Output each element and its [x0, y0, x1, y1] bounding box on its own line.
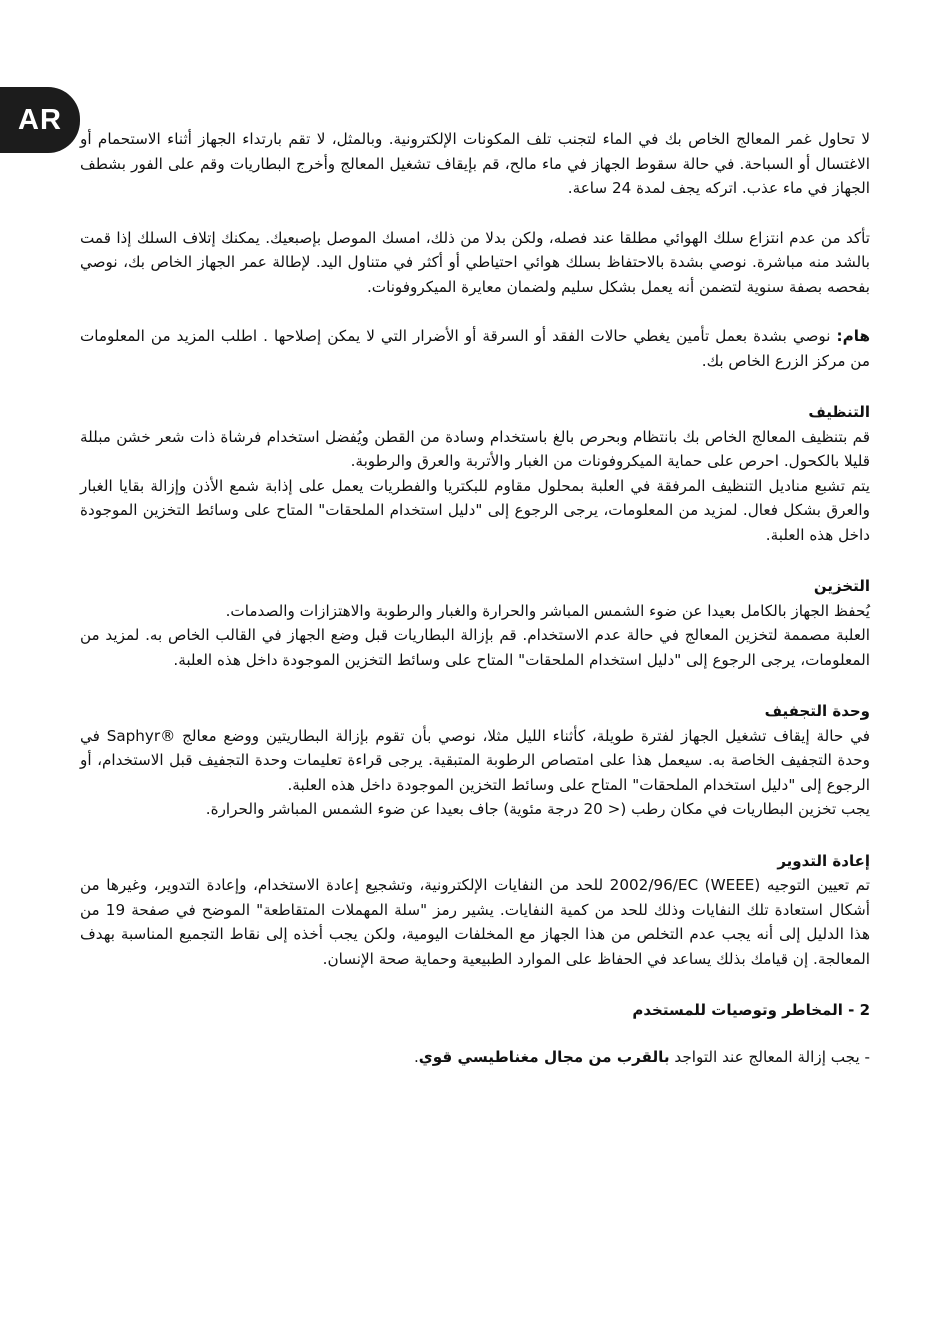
section-heading-recycling: إعادة التدوير — [777, 851, 870, 870]
drying-paragraph-1: في حالة إيقاف تشغيل الجهاز لفترة طويلة، كأثناء الليل مثلا، نوصي بأن تقوم بإزالة البطاريتين ووضع معالج ®Saphyr في وحدة التجفيف الخاصة به. سيعمل هذا على امتصاص الرطوبة المتبقية. يرجى قراءة تعليمات وحدة التجفيف قبل الاستخدام، أو الرجوع إلى "دليل استخدام الملحقات" المتاح على وسائط التخزين الموجودة داخل هذه العلبة. — [80, 726, 871, 794]
intro-paragraph-insurance — [80, 324, 870, 373]
intro-paragraph-antenna: تأكد من عدم انتزاع سلك الهوائي مطلقا عند فصله، ولكن بدلا من ذلك، امسك الموصل بإصبعيك. يمكنك إتلاف السلك إذا قمت بالشد منه مباشرة. نوصي بشدة بالاحتفاظ بسلك هوائي احتياطي أو أكثر في متناول اليد. لإطالة عمر الجهاز الخاص بك، نوصي بفحصه بصفة سنوية لتضمن أنه يعمل بشكل سليم ولضمان معايرة الميكروفونات. — [80, 228, 870, 296]
language-tab-ar: AR — [0, 87, 80, 153]
recycling-paragraph: تم تعيين التوجيه (WEEE) 2002/96/EC للحد من النفايات الإلكترونية، وتشجيع إعادة الاستخدام، وإعادة التدوير، وغيرها من أشكال استعادة تلك النفايات وذلك للحد من كمية النفايات. يشير رمز "سلة المهملات المتقاطعة" الموضح في صفحة 19 من هذا الدليل إلى أنه يجب عدم التخلص من هذا الجهاز مع المخلفات اليومية، ولكن يجب أخذه إلى نقاط التجميع المناسبة بهدف المعالجة. إن قيامك بذلك يساعد في الحفاظ على الموارد الطبيعية وحماية صحة الإنسان. — [80, 876, 870, 968]
risk-item-suffix: . — [413, 1047, 419, 1066]
document-body — [80, 127, 870, 1069]
risk-item-magnetic-field — [80, 1045, 870, 1070]
storage-paragraph-2: العلبة مصممة لتخزين المعالج في حالة عدم الاستخدام. قم بإزالة البطاريات قبل وضع الجهاز في القالب الخاص به. لمزيد من المعلومات، يرجى الرجوع إلى "دليل استخدام الملحقات" المتاح على وسائط التخزين الموجودة داخل هذه العلبة. — [80, 626, 870, 669]
section-heading-risks: 2 - المخاطر وتوصيات للمستخدم — [632, 1001, 870, 1019]
section-heading-cleaning: التنظيف — [808, 403, 870, 421]
drying-paragraph-2: يجب تخزين البطاريات في مكان رطب (< 20 درجة مئوية) جاف بعيدا عن ضوء الشمس المباشر والحرارة. — [205, 800, 870, 818]
section-heading-storage: التخزين — [813, 577, 870, 595]
risk-item-bold: بالقرب من مجال مغناطيسي قوي — [418, 1047, 670, 1066]
section-heading-drying: وحدة التجفيف — [764, 702, 870, 720]
cleaning-paragraph-1: قم بتنظيف المعالج الخاص بك بانتظام وبحرص بالغ باستخدام وسادة من القطن ويُفضل استخدام فرشاة ذات شعر خشن مبللة قليلا بالكحول. احرص على حماية الميكروفونات من الغبار والأتربة والعرق والرطوبة. — [80, 427, 870, 470]
storage-paragraph-1: يُحفظ الجهاز بالكامل بعيدا عن ضوء الشمس المباشر والحرارة والغبار والرطوبة والاهتزازات والصدمات. — [225, 601, 870, 620]
risk-item-prefix: - يجب إزالة المعالج عند التواجد — [669, 1047, 870, 1066]
intro-paragraph-water: لا تحاول غمر المعالج الخاص بك في الماء لتجنب تلف المكونات الإلكترونية. وبالمثل، لا تقم بارتداء الجهاز أثناء الاستحمام أو الاغتسال أو السباحة. في حالة سقوط الجهاز في ماء مالح، قم بإيقاف تشغيل المعالج وأخرج البطاريات وقم على الفور بشطف الجهاز في ماء عذب. اتركه يجف لمدة 24 ساعة. — [80, 130, 870, 197]
cleaning-paragraph-2: يتم تشبع مناديل التنظيف المرفقة في العلبة بمحلول مقاوم للبكتريا والفطريات يعمل على إذابة شمع الأذن وإزالة بقايا الغبار والعرق بشكل فعال. لمزيد من المعلومات، يرجى الرجوع إلى "دليل استخدام الملحقات" المتاح على وسائط التخزين الموجودة داخل هذه العلبة. — [80, 476, 870, 544]
important-label: هام: — [836, 327, 870, 345]
important-text: نوصي بشدة بعمل تأمين يغطي حالات الفقد أو السرقة أو الأضرار التي لا يمكن إصلاحها . اطلب المزيد من المعلومات من مركز الزرع الخاص بك. — [80, 327, 870, 370]
